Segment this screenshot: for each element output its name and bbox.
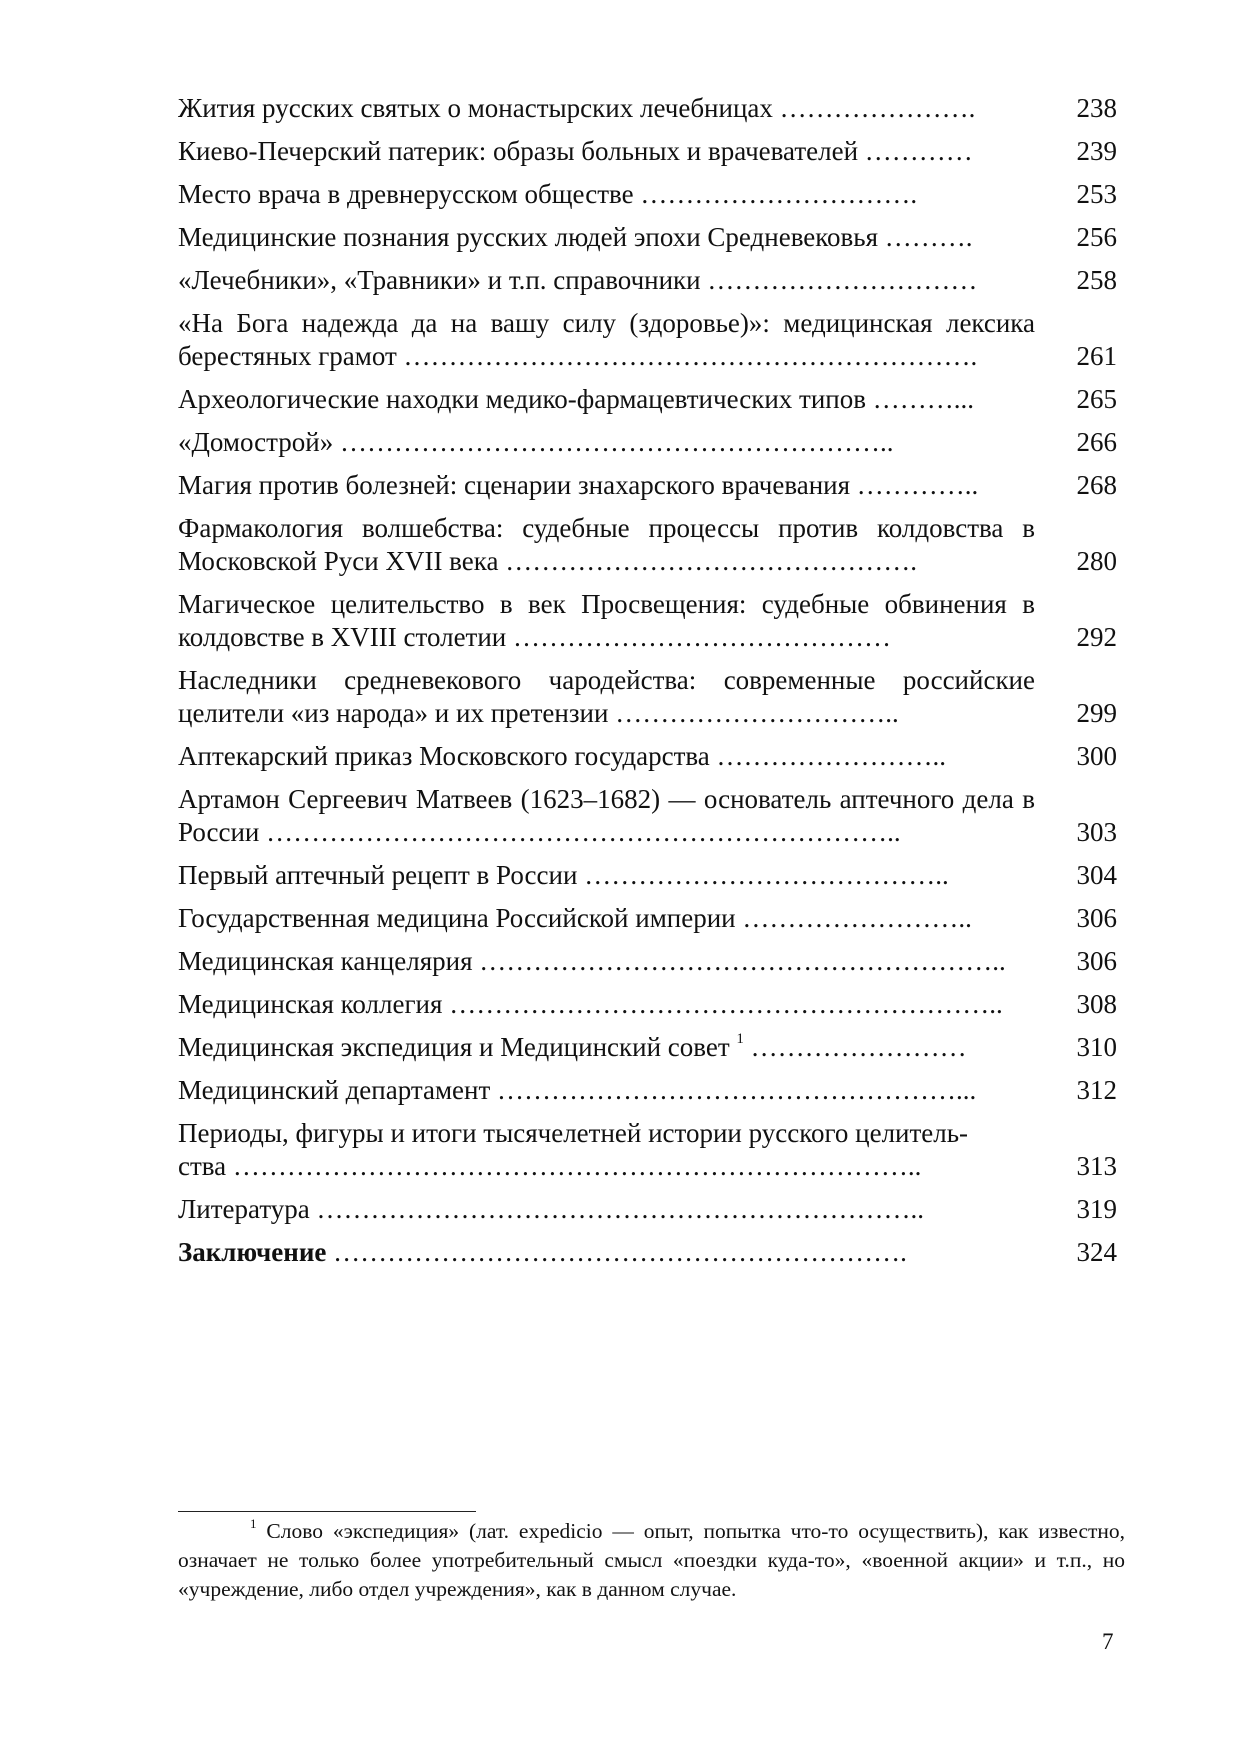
toc-entry bbox=[178, 945, 1117, 978]
toc-entry-title: Медицинский департамент bbox=[178, 1075, 491, 1105]
toc-entry bbox=[178, 902, 1117, 935]
toc-entry bbox=[178, 469, 1117, 502]
toc-entry bbox=[178, 92, 1117, 125]
toc-entry-title: Место врача в древнерусском обществе bbox=[178, 179, 634, 209]
toc-leader-dots: ………………………………………………………. bbox=[403, 341, 978, 371]
toc-page-number: 253 bbox=[1076, 179, 1117, 209]
toc-entry bbox=[178, 135, 1117, 168]
toc-entry-title: Наследники средневекового чародейства: современные российские целители «из народа» и их претензии bbox=[178, 665, 1035, 728]
toc-page-number: 261 bbox=[1076, 341, 1117, 371]
toc-page-number: 310 bbox=[1076, 1032, 1117, 1062]
toc-entry bbox=[178, 859, 1117, 892]
toc-entry-title: Заключение bbox=[178, 1237, 327, 1267]
footnote-reference-mark[interactable]: 1 bbox=[736, 1031, 744, 1047]
footnote-separator bbox=[178, 1511, 476, 1512]
toc-leader-dots: ………………………………………………………. bbox=[333, 1237, 907, 1267]
toc-leader-dots: ………………………………………………………………….. bbox=[232, 1151, 922, 1181]
toc-entry bbox=[178, 740, 1117, 773]
toc-entry bbox=[178, 1031, 1117, 1064]
toc-entry bbox=[178, 1236, 1117, 1269]
toc-entry-title: Магическое целительство в век Просвещения: судебные обвинения в колдовстве в XVIII столетии bbox=[178, 589, 1035, 652]
toc-page-number: 304 bbox=[1076, 860, 1117, 890]
toc-page-number: 313 bbox=[1076, 1151, 1117, 1181]
toc-page-number: 324 bbox=[1076, 1237, 1117, 1267]
toc-entry-title-line-1: Периоды, фигуры и итоги тысячелетней истории русского целитель- bbox=[178, 1118, 969, 1148]
toc-page-number: 306 bbox=[1076, 946, 1117, 976]
toc-entry bbox=[178, 588, 1117, 654]
toc-leader-dots: …………………………………………………………….. bbox=[266, 817, 901, 847]
toc-leader-dots: ………….. bbox=[856, 470, 979, 500]
toc-entry-title: Археологические находки медико-фармацевтических типов bbox=[178, 384, 866, 414]
toc-entry bbox=[178, 664, 1117, 730]
toc-page-number: 312 bbox=[1076, 1075, 1117, 1105]
toc-entry bbox=[178, 426, 1117, 459]
toc-leader-dots: ………… bbox=[864, 136, 973, 166]
toc-entry-title: «На Бога надежда да на вашу силу (здоровье)»: медицинская лексика берестяных грамот bbox=[178, 308, 1035, 371]
toc-leader-dots: …………………………………………………….. bbox=[339, 427, 894, 457]
toc-entry-title: Фармакология волшебства: судебные процессы против колдовства в Московской Руси XVII века bbox=[178, 513, 1035, 576]
toc-leader-dots: ………... bbox=[872, 384, 974, 414]
toc-page-number: 303 bbox=[1076, 817, 1117, 847]
toc-entry bbox=[178, 512, 1117, 578]
toc-leader-dots: ………………………………………………………….. bbox=[316, 1194, 925, 1224]
toc-entry-title: Жития русских святых о монастырских лечебницах bbox=[178, 93, 773, 123]
toc-page-number: 258 bbox=[1076, 265, 1117, 295]
toc-leader-dots: …………………. bbox=[779, 93, 976, 123]
toc-entry-title-line-2: ства bbox=[178, 1151, 227, 1181]
toc-page-number: 308 bbox=[1076, 989, 1117, 1019]
toc-entry bbox=[178, 783, 1117, 849]
toc-leader-dots: ………………………………………. bbox=[505, 546, 917, 576]
footnote bbox=[178, 1517, 1125, 1604]
footnote-mark: 1 bbox=[250, 1516, 257, 1531]
toc-leader-dots: …………………………………………………….. bbox=[449, 989, 1003, 1019]
toc-page-number: 319 bbox=[1076, 1194, 1117, 1224]
toc-leader-dots: ………………………………….. bbox=[584, 860, 949, 890]
toc-leader-dots: …………………….. bbox=[742, 903, 972, 933]
toc-entry-title: Медицинская канцелярия bbox=[178, 946, 473, 976]
toc-leader-dots: ………………………… bbox=[707, 265, 978, 295]
toc-leader-dots: …………………………………… bbox=[513, 622, 891, 652]
toc-page-number: 256 bbox=[1076, 222, 1117, 252]
toc-leader-dots: ……………………………………………... bbox=[497, 1075, 977, 1105]
toc-entry-title: Киево-Печерский патерик: образы больных и врачевателей bbox=[178, 136, 859, 166]
toc-entry-title: Первый аптечный рецепт в России bbox=[178, 860, 578, 890]
toc-page-number: 239 bbox=[1076, 136, 1117, 166]
toc-entry bbox=[178, 1193, 1117, 1226]
toc-entry bbox=[178, 988, 1117, 1021]
toc-entry-title: Магия против болезней: сценарии знахарского врачевания bbox=[178, 470, 851, 500]
toc-leader-dots: …………………………. bbox=[640, 179, 918, 209]
toc-entry-title: Артамон Сергеевич Матвеев (1623–1682) — основатель аптечного дела в России bbox=[178, 784, 1035, 847]
toc-leader-dots: …………………… bbox=[750, 1032, 967, 1062]
toc-leader-dots: ………………………………………………….. bbox=[479, 946, 1006, 976]
toc-entry bbox=[178, 221, 1117, 254]
toc-page-number: 299 bbox=[1076, 698, 1117, 728]
toc-entry-title: Государственная медицина Российской империи bbox=[178, 903, 736, 933]
toc-page-number: 292 bbox=[1076, 622, 1117, 652]
toc-entry-title: «Домострой» bbox=[178, 427, 334, 457]
toc-leader-dots: ………. bbox=[884, 222, 973, 252]
toc-entry-title: Медицинские познания русских людей эпохи Средневековья bbox=[178, 222, 879, 252]
toc-page-number: 238 bbox=[1076, 93, 1117, 123]
toc-entry-title: Аптекарский приказ Московского государства bbox=[178, 741, 710, 771]
toc-page-number: 280 bbox=[1076, 546, 1117, 576]
footnote-text: Слово «экспедиция» (лат. expedicio — опыт, попытка что-то осуществить), как известно, означает не только более употребительный смысл «поездки куда-то», «военной акции» и т.п., но «учреждение, либо отдел учреждения», как в данном случае. bbox=[178, 1519, 1126, 1601]
toc-page-number: 300 bbox=[1076, 741, 1117, 771]
toc-page-number: 306 bbox=[1076, 903, 1117, 933]
toc-page-number: 266 bbox=[1076, 427, 1117, 457]
toc-page-number: 268 bbox=[1076, 470, 1117, 500]
page-number: 7 bbox=[1102, 1629, 1114, 1654]
toc-leader-dots: …………………….. bbox=[716, 741, 947, 771]
toc-entry bbox=[178, 307, 1117, 373]
toc-page-number: 265 bbox=[1076, 384, 1117, 414]
toc-entry bbox=[178, 264, 1117, 297]
table-of-contents bbox=[178, 92, 1117, 1279]
toc-entry-title: Литература bbox=[178, 1194, 310, 1224]
toc-entry-title: Медицинская экспедиция и Медицинский совет bbox=[178, 1032, 730, 1062]
toc-entry bbox=[178, 178, 1117, 211]
toc-entry bbox=[178, 1117, 1117, 1183]
toc-leader-dots: ………………………….. bbox=[615, 698, 899, 728]
toc-entry-title: «Лечебники», «Травники» и т.п. справочники bbox=[178, 265, 701, 295]
toc-entry bbox=[178, 383, 1117, 416]
toc-entry-title: Медицинская коллегия bbox=[178, 989, 443, 1019]
toc-entry bbox=[178, 1074, 1117, 1107]
